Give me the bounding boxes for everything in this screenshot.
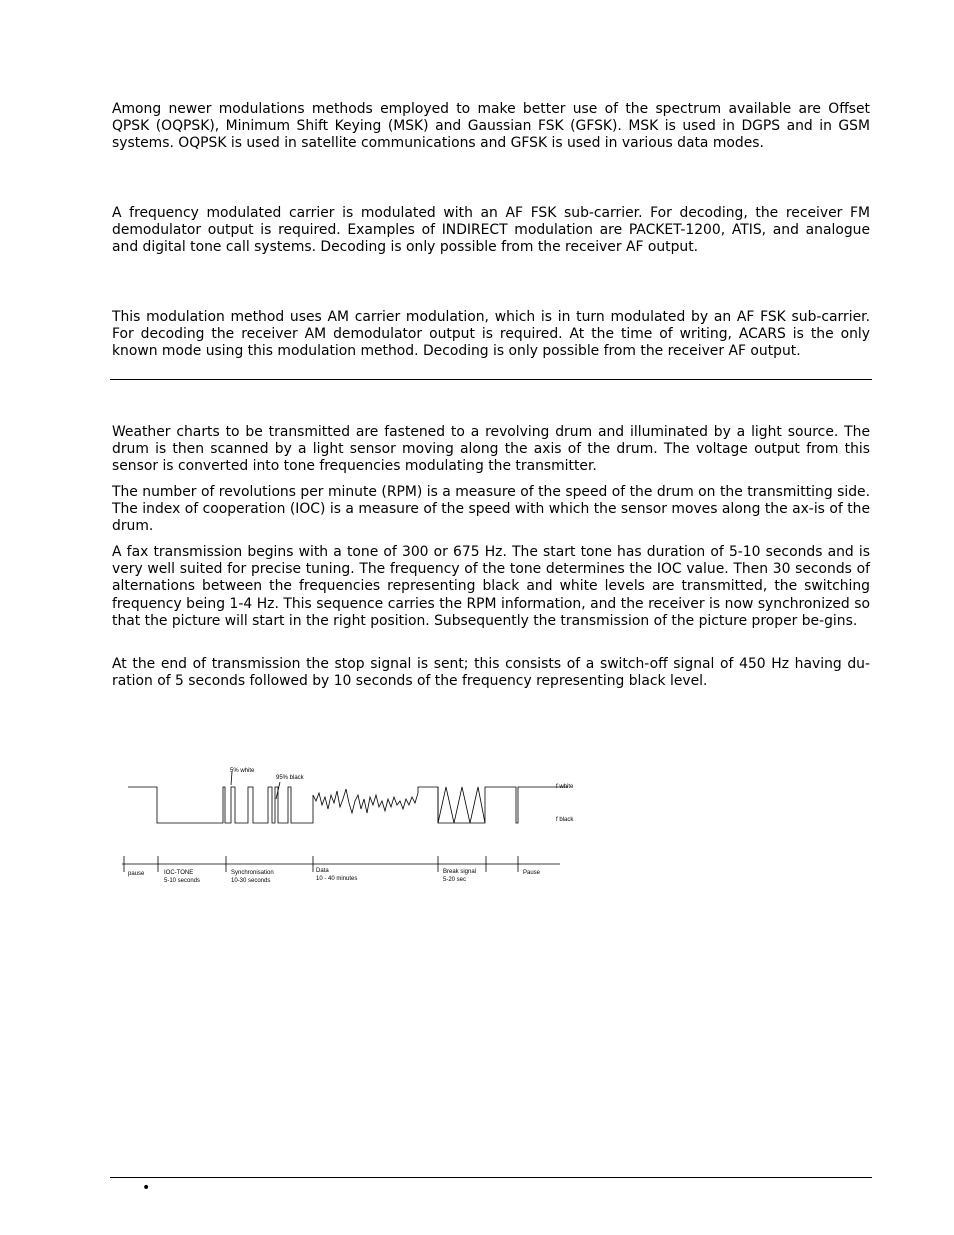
paragraph-indirect-fm: A frequency modulated carrier is modulated with an AF FSK sub-carrier. For decoding, the receiver FM demodulator output is required. Examples of INDIRECT modulation are PACKET-1200, ATIS, and analogue and digital tone call systems. Decoding is only possible from the receiver AF output. [112, 205, 870, 256]
fax-waveform [128, 787, 568, 823]
footer-bullet: • [142, 1180, 151, 1196]
fax-signal-diagram [118, 755, 588, 895]
paragraph-weather-charts: Weather charts to be transmitted are fastened to a revolving drum and illuminated by a light source. The drum is then scanned by a light sensor moving along the axis of the drum. The voltage output from this sensor is converted into tone frequencies modulating the transmitter. [112, 424, 870, 475]
label-95-percent-black: 95% black [276, 775, 304, 781]
paragraph-modulation-methods: Among newer modulations methods employed to make better use of the spectrum available are Offset QPSK (OQPSK), Minimum Shift Keying (MSK) and Gaussian FSK (GFSK). MSK is used in DGPS and in GSM systems. OQPSK is used in satellite communications and GFSK is used in various data modes. [112, 101, 870, 152]
phase-label: Synchronisation [231, 870, 274, 876]
label-5-percent-white: 5% white [230, 768, 255, 774]
label-f-black: f black [556, 817, 574, 823]
phase-label: Data [316, 868, 329, 874]
paragraph-am-fsk: This modulation method uses AM carrier modulation, which is in turn modulated by an AF FSK sub-carrier. For decoding the receiver AM demodulator output is required. At the time of writing, ACARS is the only known mode using this modulation method. Decoding is only possible from the receiver AF output. [112, 309, 870, 360]
phase-duration: 10 - 40 minutes [316, 876, 358, 882]
phase-duration: 5-20 sec [443, 877, 467, 883]
paragraph-rpm-ioc: The number of revolutions per minute (RPM) is a measure of the speed of the drum on the transmitting side. The index of cooperation (IOC) is a measure of the speed with which the sensor moves along the ax-is of the drum. [112, 484, 870, 535]
phase-duration: 10-30 seconds [231, 878, 271, 884]
paragraph-fax-start: A fax transmission begins with a tone of 300 or 675 Hz. The start tone has duration of 5-10 seconds and is very well suited for precise tuning. The frequency of the tone determines the IOC value. Then 30 seconds of alternations between the frequencies representing black and white levels are transmitted, the switching frequency being 1-4 Hz. This sequence carries the RPM information, and the receiver is now synchronized so that the picture will start in the right position. Subsequently the transmission of the picture proper be-gins. [112, 544, 870, 629]
phase-label: pause [128, 871, 145, 877]
footer-rule [110, 1177, 872, 1178]
break-signal-zigzag [438, 787, 485, 823]
section-divider [110, 379, 872, 380]
phase-label: IOC-TONE [164, 870, 194, 876]
phase-label: Pause [523, 870, 541, 876]
phase-label: Break signal [443, 869, 477, 875]
paragraph-stop-signal: At the end of transmission the stop signal is sent; this consists of a switch-off signal of 450 Hz having du-ration of 5 seconds followed by 10 seconds of the frequency representing black level. [112, 656, 870, 690]
phase-duration: 5-10 seconds [164, 878, 201, 884]
label-f-white: f white [556, 784, 574, 790]
